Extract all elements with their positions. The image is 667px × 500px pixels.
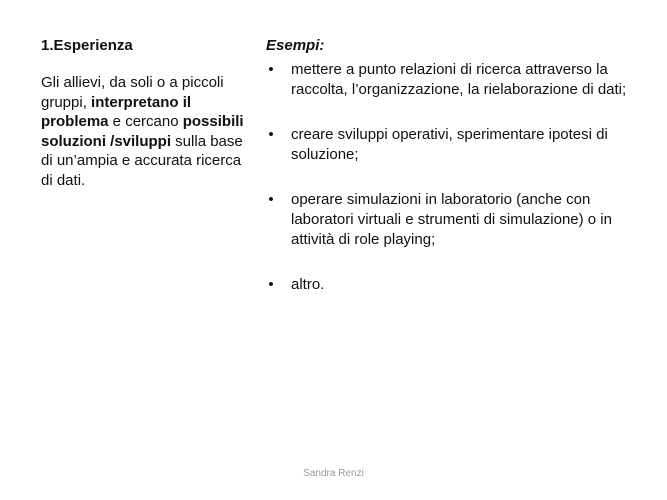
list-item <box>266 125 636 165</box>
list-item <box>266 190 636 250</box>
description-segment-bold: interpretano il problema <box>41 93 192 130</box>
footer-author: Sandra Renzi <box>303 468 364 479</box>
examples-heading: Esempi: <box>266 37 325 54</box>
experience-description <box>41 73 256 190</box>
list-item-text: operare simulazioni in laboratorio (anche con laboratori virtuali e strumenti di simulazione) o in attività di role playing; <box>291 191 612 248</box>
list-item <box>266 60 636 100</box>
left-column <box>41 36 256 190</box>
list-item-text: altro. <box>291 276 325 293</box>
list-item-text: mettere a punto relazioni di ricerca attraverso la raccolta, l’organizzazione, la rielaborazione di dati; <box>291 61 627 98</box>
description-segment-bold: possibili soluzioni /sviluppi <box>41 113 244 150</box>
description-segment: sulla base di un’ampia e accurata ricerca di dati. <box>41 132 243 189</box>
description-segment: Gli allievi, da soli o a piccoli gruppi, <box>41 74 224 111</box>
bullet-icon: • <box>268 191 274 208</box>
list-item-text: creare sviluppi operativi, sperimentare ipotesi di soluzione; <box>291 126 608 163</box>
bullet-icon: • <box>268 276 274 293</box>
bullet-icon: • <box>268 61 274 78</box>
description-segment: e cercano <box>108 113 183 130</box>
examples-list <box>266 60 636 295</box>
bullet-icon: • <box>268 126 274 143</box>
list-item <box>266 275 636 295</box>
experience-heading: 1.Esperienza <box>41 37 133 54</box>
right-column <box>266 36 636 320</box>
